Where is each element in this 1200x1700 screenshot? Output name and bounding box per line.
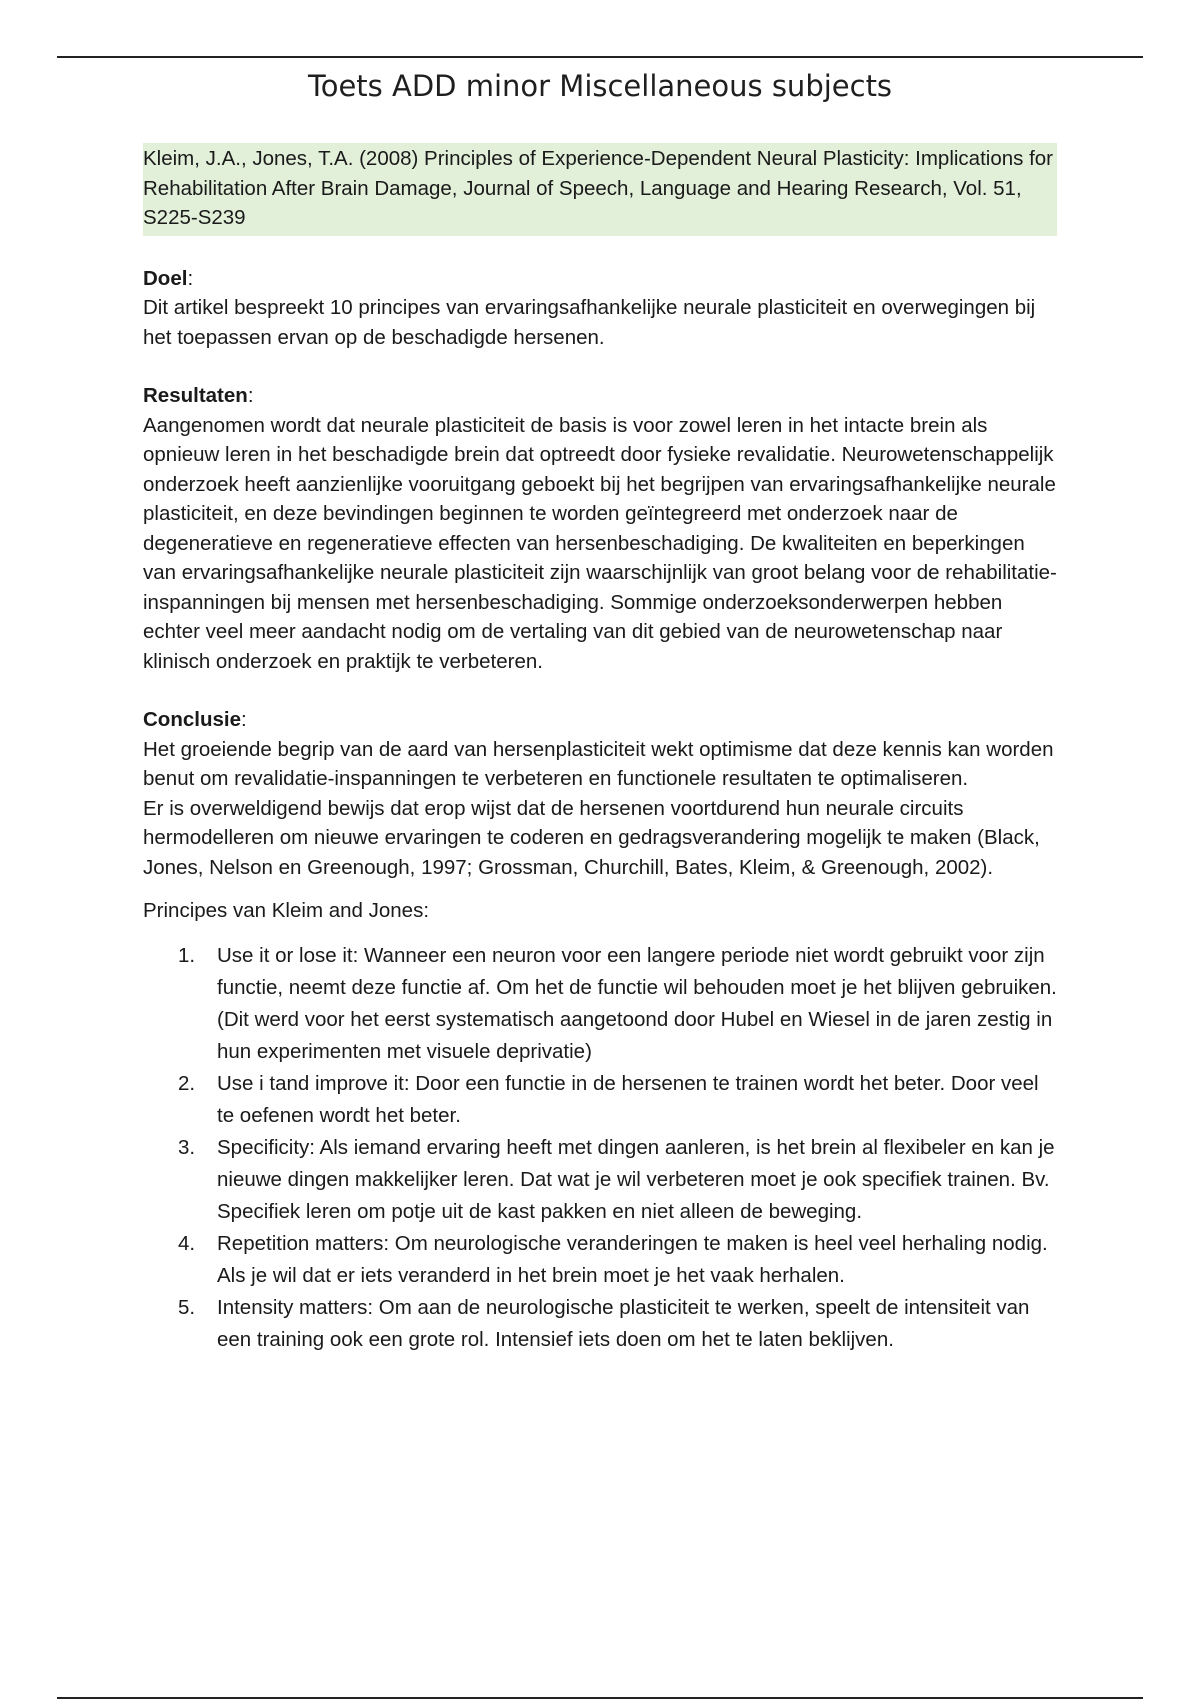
bottom-rule [57,1697,1143,1699]
top-rule [57,56,1143,58]
principles-intro: Principes van Kleim and Jones: [143,899,430,922]
conclusie-label: Conclusie [143,708,241,731]
resultaten-text: Aangenomen wordt dat neurale plasticiteit de basis is voor zowel leren in het intacte brein als opnieuw leren in het beschadigde brein dat optreedt door fysieke revalidatie. Neurowetenschappelijk onderzoek heeft aanzienlijke vooruitgang geboekt bij het begrijpen van ervaringsafhankelijke neurale plasticiteit, en deze bevindingen beginnen te worden geïntegreerd met onderzoek naar de degeneratieve en regeneratieve effecten van hersenbeschadiging. De kwaliteiten en beperkingen van ervaringsafhankelijke neurale plasticiteit zijn waarschijnlijk van groot belang voor de rehabilitatie-inspanningen bij mensen met hersenbeschadiging. Sommige onderzoeksonderwerpen hebben echter veel meer aandacht nodig om de vertaling van dit gebied van de neurowetenschap naar klinisch onderzoek en praktijk te verbeteren. [143,413,1057,673]
principles-list [143,940,1057,1356]
list-item-number: 4. [178,1231,196,1255]
conclusie-section [143,705,1057,882]
doel-section [143,264,1057,353]
list-item [143,1068,1057,1132]
list-item-number: 5. [178,1295,196,1319]
doel-text: Dit artikel bespreekt 10 principes van ervaringsafhankelijke neurale plasticiteit en overwegingen bij het toepassen ervan op de beschadigde hersenen. [143,296,1036,349]
list-item-text: Specificity: Als iemand ervaring heeft met dingen aanleren, is het brein al flexibeler en kan je nieuwe dingen makkelijker leren. Dat wat je wil verbeteren moet je ook specifiek trainen. Bv. Specifiek leren om potje uit de kast pakken en niet alleen de beweging. [217,1135,1055,1223]
conclusie-heading [143,705,1057,735]
doel-label: Doel [143,266,188,290]
list-item [143,1228,1057,1292]
spacer [143,676,1057,705]
resultaten-section [143,381,1057,676]
conclusie-text-1: Het groeiende begrip van de aard van hersenplasticiteit wekt optimisme dat deze kennis kan worden benut om revalidatie-inspanningen te verbeteren en functionele resultaten te optimaliseren. [143,737,1054,790]
doel-heading [143,264,1057,294]
list-item-number: 3. [178,1135,196,1159]
conclusie-text-2: Er is overweldigend bewijs dat erop wijst dat de hersenen voortdurend hun neurale circuits hermodelleren om nieuwe ervaringen te coderen en gedragsverandering mogelijk te maken (Black, Jones, Nelson en Greenough, 1997; Grossman, Churchill, Bates, Kleim, & Greenough, 2002). [143,796,1040,879]
list-item-number: 1. [178,943,196,967]
list-item-text: Use it or lose it: Wanneer een neuron voor een langere periode niet wordt gebruikt voor zijn functie, neemt deze functie af. Om het de functie wil behouden moet je het blijven gebruiken. (Dit werd voor het eerst systematisch aangetoond door Hubel en Wiesel in de jaren zestig in hun experimenten met visuele deprivatie) [217,943,1057,1063]
list-item [143,940,1057,1068]
list-item-text: Use i tand improve it: Door een functie in de hersenen te trainen wordt het beter. Door veel te oefenen wordt het beter. [217,1071,1039,1127]
list-item-text: Intensity matters: Om aan de neurologische plasticiteit te werken, speelt de intensiteit van een training ook een grote rol. Intensief iets doen om het te laten beklijven. [217,1295,1030,1351]
document-body [143,143,1057,1356]
list-item [143,1292,1057,1356]
page-title: Toets ADD minor Miscellaneous subjects [307,69,893,103]
resultaten-heading [143,381,1057,411]
list-item [143,1132,1057,1228]
list-item-number: 2. [178,1071,196,1095]
list-item-text: Repetition matters: Om neurologische veranderingen te maken is heel veel herhaling nodig. Als je wil dat er iets veranderd in het brein moet je het vaak herhalen. [217,1231,1048,1287]
doel-colon: : [187,266,194,290]
spacer [143,352,1057,381]
resultaten-label: Resultaten [143,384,248,407]
conclusie-colon: : [240,708,247,731]
citation-block: Kleim, J.A., Jones, T.A. (2008) Principles of Experience-Dependent Neural Plasticity: Implications for Rehabilitation After Brain Damage, Journal of Speech, Language and Hearing Research, Vol. 51, S225-S239 [143,143,1057,236]
resultaten-colon: : [247,384,254,407]
